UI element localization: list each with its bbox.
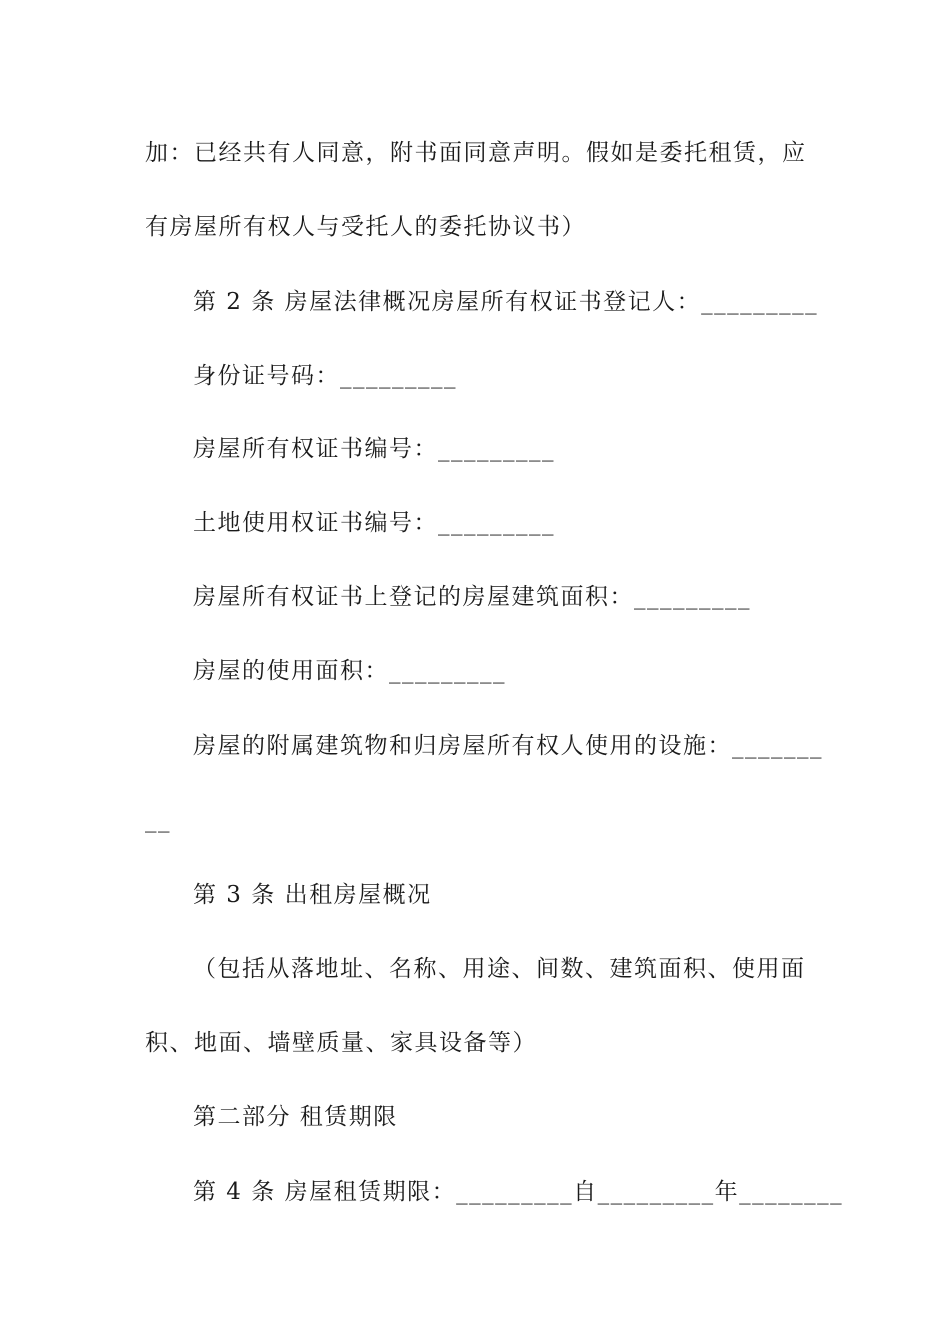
article-3-description: （包括从落地址、名称、用途、间数、建筑面积、使用面 [193,956,806,982]
article-3-heading: 第 3 条 出租房屋概况 [193,882,432,908]
article-2-heading: 第 2 条 房屋法律概况房屋所有权证书登记人：_________ [193,289,819,315]
land-cert-number-field: 土地使用权证书编号：_________ [193,510,555,536]
part-2-heading: 第二部分 租赁期限 [193,1104,398,1130]
usable-area-field: 房屋的使用面积：_________ [193,658,506,684]
registered-area-field: 房屋所有权证书上登记的房屋建筑面积：_________ [193,584,751,610]
article-4-heading: 第 4 条 房屋租赁期限：_________自_________年________ [193,1179,844,1205]
id-number-field: 身份证号码：_________ [193,363,457,389]
text-line-1: 加：已经共有人同意，附书面同意声明。假如是委托租赁，应 [145,140,807,166]
article-3-description-cont: 积、地面、墙壁质量、家具设备等） [145,1030,537,1056]
ancillary-facilities-field: 房屋的附属建筑物和归房屋所有权人使用的设施：_______ [193,733,823,759]
property-cert-number-field: 房屋所有权证书编号：_________ [193,436,555,462]
text-line-continuation: __ [145,807,171,833]
text-line-2: 有房屋所有权人与受托人的委托协议书） [145,214,586,240]
